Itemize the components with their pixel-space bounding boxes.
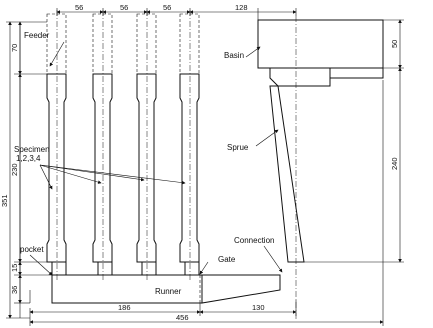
label-specimen: Specimen: [14, 145, 50, 154]
dim-top-spacing-1: 56: [75, 3, 84, 12]
specimen-3: [137, 10, 156, 280]
specimen-2: [93, 10, 112, 280]
dim-total-length: 456: [176, 313, 189, 322]
specimen-1: [47, 10, 66, 280]
dim-sprue-to-gate: 130: [252, 303, 265, 312]
right-dimensions: [304, 20, 404, 262]
dim-pocket-height: 15: [10, 263, 19, 272]
label-gate: Gate: [218, 255, 236, 264]
labels: [14, 31, 274, 296]
label-connection: Connection: [234, 236, 275, 245]
bottom-dimensions: [30, 80, 383, 326]
dim-runner-length: 186: [118, 303, 131, 312]
sprue: [270, 16, 304, 320]
dim-feeder-height: 70: [10, 43, 19, 52]
dim-top-spacing-3: 56: [163, 3, 172, 12]
label-basin: Basin: [224, 51, 245, 60]
label-pocket: pocket: [20, 245, 44, 254]
dim-runner-height: 36: [10, 285, 19, 294]
label-specimen-numbers: 1,2,3,4: [16, 154, 41, 163]
dim-specimen-height: 230: [10, 163, 19, 176]
dim-basin-width: 128: [235, 3, 248, 12]
label-sprue: Sprue: [227, 143, 249, 152]
label-runner: Runner: [155, 287, 182, 296]
dim-total-height: 351: [0, 194, 9, 207]
dim-top-spacing-2: 56: [120, 3, 129, 12]
specimen-4: [180, 10, 199, 280]
dim-basin-height: 50: [390, 39, 399, 48]
dim-sprue-height: 240: [390, 157, 399, 170]
left-dimensions: [0, 22, 52, 318]
label-feeder: Feeder: [24, 31, 50, 40]
basin: [258, 20, 383, 86]
top-dimensions: [57, 3, 296, 20]
